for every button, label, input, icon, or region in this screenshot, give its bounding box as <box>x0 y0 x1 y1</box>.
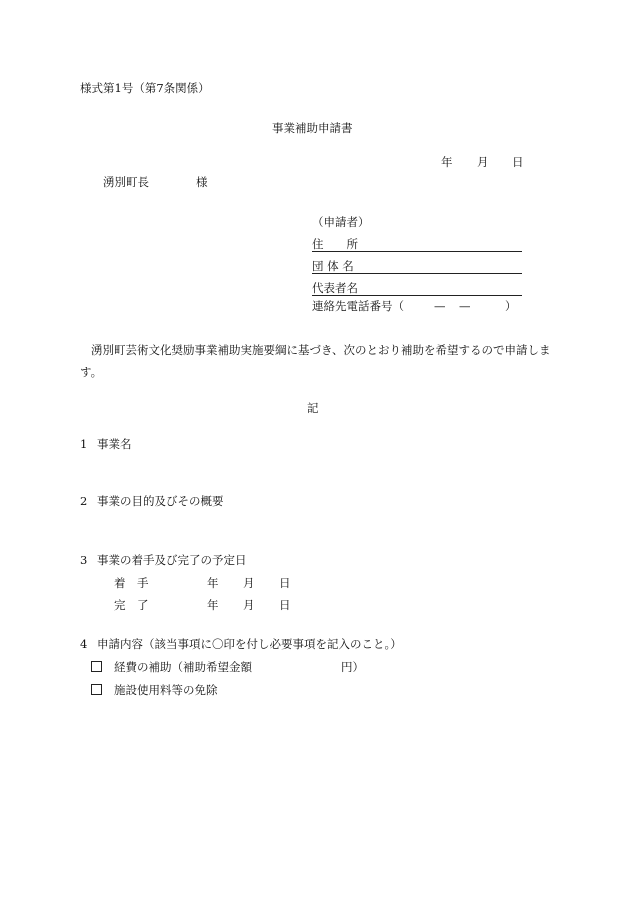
end-year: 年 <box>207 598 219 612</box>
phone-separator-1: — <box>434 299 446 313</box>
start-year: 年 <box>207 576 219 590</box>
org-name-field[interactable] <box>312 273 522 274</box>
expense-subsidy-option[interactable] <box>91 660 102 674</box>
date-year: 年 <box>441 155 453 169</box>
body-paragraph: 湧別町芸術文化奨励事業補助実施要綱に基づき、次のとおり補助を希望するので申請します。 <box>80 343 551 379</box>
expense-subsidy-checkbox[interactable] <box>91 661 102 672</box>
item2-label: 事業の目的及びその概要 <box>97 494 224 508</box>
representative-field[interactable] <box>312 295 522 296</box>
expense-subsidy-unit: 円） <box>341 660 364 674</box>
start-day: 日 <box>279 576 291 590</box>
item4-label: 申請内容（該当事項に〇印を付し必要事項を記入のこと。） <box>97 637 402 651</box>
start-label: 着 手 <box>114 576 149 590</box>
item3-number: 3 <box>80 553 88 567</box>
fee-exemption-label: 施設使用料等の免除 <box>114 683 218 697</box>
item4-number: 4 <box>80 637 88 651</box>
date-day: 日 <box>512 155 524 169</box>
applicant-header: （申請者） <box>312 215 370 229</box>
item2-number: 2 <box>80 494 88 508</box>
start-month: 月 <box>243 576 255 590</box>
end-day: 日 <box>279 598 291 612</box>
fee-exemption-option[interactable] <box>91 683 102 697</box>
addressee-name: 湧別町長 <box>103 175 149 189</box>
end-label: 完 了 <box>114 598 149 612</box>
page-title: 事業補助申請書 <box>272 121 353 135</box>
fee-exemption-checkbox[interactable] <box>91 684 102 695</box>
phone-label: 連絡先電話番号（ <box>312 299 404 313</box>
item1-number: 1 <box>80 437 88 451</box>
address-field[interactable] <box>312 251 522 252</box>
item1-label: 事業名 <box>97 437 132 451</box>
item3-label: 事業の着手及び完了の予定日 <box>97 553 247 567</box>
representative-label: 代表者名 <box>312 281 358 295</box>
expense-subsidy-label: 経費の補助（補助希望金額 <box>114 660 252 674</box>
phone-close: ） <box>505 299 517 313</box>
phone-separator-2: — <box>459 299 471 313</box>
address-label: 住 所 <box>312 237 358 251</box>
ki-heading: 記 <box>307 401 319 415</box>
addressee-honorific: 様 <box>196 175 208 189</box>
form-number: 様式第1号（第7条関係） <box>80 81 210 95</box>
org-name-label: 団 体 名 <box>312 259 354 273</box>
date-month: 月 <box>477 155 489 169</box>
end-month: 月 <box>243 598 255 612</box>
